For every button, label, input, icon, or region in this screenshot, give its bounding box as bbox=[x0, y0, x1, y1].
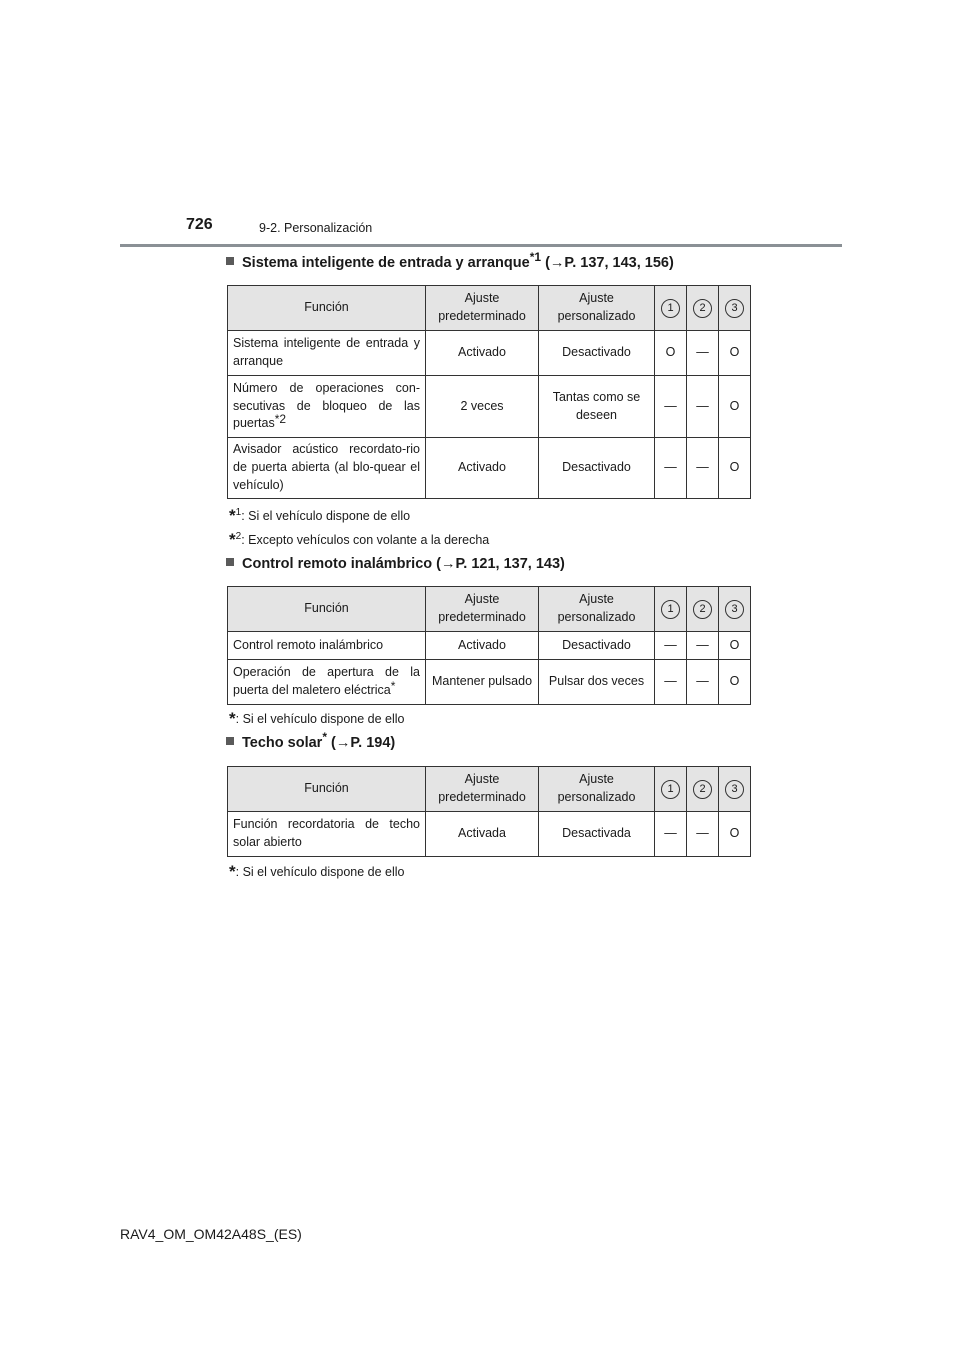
cell-function bbox=[228, 376, 426, 438]
footnote-remote bbox=[229, 709, 405, 729]
table-header-row bbox=[228, 286, 751, 331]
function-superscript: *2 bbox=[274, 412, 287, 427]
cell-default: 2 veces bbox=[426, 376, 539, 438]
square-bullet-icon bbox=[226, 737, 234, 745]
table-sunroof bbox=[227, 766, 751, 857]
square-bullet-icon bbox=[226, 558, 234, 566]
page-number: 726 bbox=[186, 216, 213, 233]
footnote-1 bbox=[229, 506, 410, 526]
table-header-row bbox=[228, 587, 751, 632]
cell-function bbox=[228, 660, 426, 705]
header-col-3 bbox=[719, 587, 751, 632]
cell-c2: — bbox=[687, 331, 719, 376]
cell-c1: O bbox=[655, 331, 687, 376]
cell-c1: — bbox=[655, 632, 687, 660]
table-row bbox=[228, 438, 751, 499]
footnote-number: 1 bbox=[235, 507, 242, 518]
table-row bbox=[228, 376, 751, 438]
cell-custom: Desactivado bbox=[539, 438, 655, 499]
header-col-1 bbox=[655, 286, 687, 331]
section-heading-sunroof bbox=[226, 730, 396, 751]
header-function: Función bbox=[228, 587, 426, 632]
cell-custom: Tantas como se deseen bbox=[539, 376, 655, 438]
footnote-text: : Si el vehículo dispone de ello bbox=[235, 712, 405, 726]
asterisk-mark: * bbox=[229, 709, 236, 728]
table-row bbox=[228, 812, 751, 857]
header-default: Ajuste predeterminado bbox=[426, 587, 539, 632]
cell-c1: — bbox=[655, 438, 687, 499]
cell-custom: Desactivada bbox=[539, 812, 655, 857]
cell-c3: O bbox=[719, 376, 751, 438]
circled-number-3: 3 bbox=[725, 600, 744, 619]
cell-default: Activada bbox=[426, 812, 539, 857]
footnote-text: : Si el vehículo dispone de ello bbox=[235, 865, 405, 879]
section-title: Control remoto inalámbrico bbox=[242, 556, 433, 572]
circled-number-3: 3 bbox=[725, 299, 744, 318]
cell-c3: O bbox=[719, 812, 751, 857]
circled-number-2: 2 bbox=[693, 299, 712, 318]
cell-c2: — bbox=[687, 376, 719, 438]
cell-custom: Desactivado bbox=[539, 632, 655, 660]
cell-c3: O bbox=[719, 660, 751, 705]
cell-c2: — bbox=[687, 660, 719, 705]
footnote-text: : Excepto vehículos con volante a la derecha bbox=[241, 533, 490, 547]
footnote-2 bbox=[229, 530, 489, 550]
header-col-3 bbox=[719, 767, 751, 812]
circled-number-2: 2 bbox=[693, 780, 712, 799]
cell-function: Función recordatoria de techo solar abierto bbox=[228, 812, 426, 857]
cell-c2: — bbox=[687, 812, 719, 857]
header-col-2 bbox=[687, 767, 719, 812]
header-default: Ajuste predeterminado bbox=[426, 767, 539, 812]
section-heading-remote bbox=[226, 556, 565, 572]
cell-c1: — bbox=[655, 812, 687, 857]
header-col-3 bbox=[719, 286, 751, 331]
header-default: Ajuste predeterminado bbox=[426, 286, 539, 331]
circled-number-1: 1 bbox=[661, 299, 680, 318]
cell-function: Avisador acústico recordato-rio de puerta abierta (al blo-quear el vehículo) bbox=[228, 438, 426, 499]
table-row bbox=[228, 632, 751, 660]
footnote-sunroof bbox=[229, 862, 405, 882]
header-rule bbox=[120, 244, 842, 247]
circled-number-3: 3 bbox=[725, 780, 744, 799]
table-row bbox=[228, 331, 751, 376]
section-title: Sistema inteligente de entrada y arranque bbox=[242, 255, 530, 271]
function-superscript: * bbox=[390, 679, 396, 693]
footnote-text: : Si el vehículo dispone de ello bbox=[241, 509, 411, 523]
asterisk-mark: * bbox=[229, 862, 236, 881]
cell-c2: — bbox=[687, 632, 719, 660]
document-code: RAV4_OM_OM42A48S_(ES) bbox=[120, 1226, 302, 1242]
header-function: Función bbox=[228, 767, 426, 812]
cell-c3: O bbox=[719, 632, 751, 660]
page-reference: (→P. 121, 137, 143) bbox=[436, 556, 565, 572]
page-reference: (→P. 194) bbox=[331, 735, 396, 751]
table-header-row bbox=[228, 767, 751, 812]
footnote-number: 2 bbox=[235, 531, 242, 542]
cell-c3: O bbox=[719, 331, 751, 376]
header-custom: Ajuste personalizado bbox=[539, 286, 655, 331]
table-smart-entry bbox=[227, 285, 751, 499]
function-text: Número de operaciones con-secutivas de bloqueo de las puertas bbox=[233, 380, 420, 431]
table-remote bbox=[227, 586, 751, 705]
square-bullet-icon bbox=[226, 257, 234, 265]
cell-c3: O bbox=[719, 438, 751, 499]
cell-default: Activado bbox=[426, 632, 539, 660]
header-custom: Ajuste personalizado bbox=[539, 767, 655, 812]
section-heading-smart-entry bbox=[226, 250, 674, 271]
header-col-2 bbox=[687, 587, 719, 632]
title-superscript: * bbox=[322, 730, 327, 744]
cell-c2: — bbox=[687, 438, 719, 499]
asterisk-mark: * bbox=[229, 506, 236, 525]
circled-number-1: 1 bbox=[661, 780, 680, 799]
function-text: Operación de apertura de la puerta del maletero eléctrica bbox=[233, 665, 420, 697]
circled-number-1: 1 bbox=[661, 600, 680, 619]
header-col-2 bbox=[687, 286, 719, 331]
cell-default: Activado bbox=[426, 331, 539, 376]
header-col-1 bbox=[655, 767, 687, 812]
table-row bbox=[228, 660, 751, 705]
cell-function: Sistema inteligente de entrada y arranque bbox=[228, 331, 426, 376]
page-reference: (→P. 137, 143, 156) bbox=[545, 255, 674, 271]
cell-c1: — bbox=[655, 376, 687, 438]
header-function: Función bbox=[228, 286, 426, 331]
header-custom: Ajuste personalizado bbox=[539, 587, 655, 632]
title-superscript: *1 bbox=[529, 250, 542, 264]
cell-c1: — bbox=[655, 660, 687, 705]
circled-number-2: 2 bbox=[693, 600, 712, 619]
chapter-title: 9-2. Personalización bbox=[259, 221, 373, 235]
cell-default: Activado bbox=[426, 438, 539, 499]
cell-custom: Pulsar dos veces bbox=[539, 660, 655, 705]
cell-custom: Desactivado bbox=[539, 331, 655, 376]
header-col-1 bbox=[655, 587, 687, 632]
section-title: Techo solar bbox=[242, 735, 323, 751]
asterisk-mark: * bbox=[229, 530, 236, 549]
cell-function: Control remoto inalámbrico bbox=[228, 632, 426, 660]
cell-default: Mantener pulsado bbox=[426, 660, 539, 705]
